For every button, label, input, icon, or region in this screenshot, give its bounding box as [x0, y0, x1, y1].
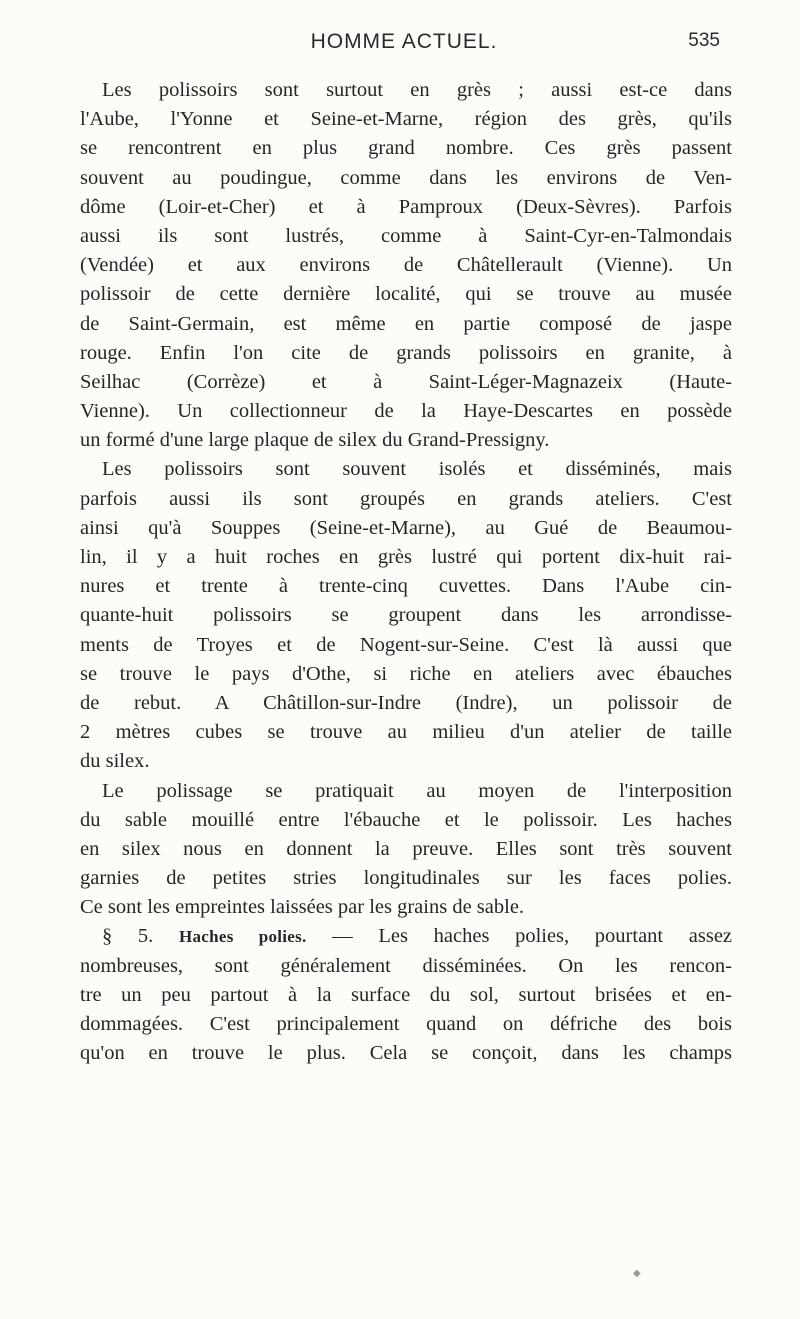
text-line: Le polissage se pratiquait au moyen de l'interposition: [102, 779, 732, 802]
text-line: Les polissoirs sont surtout en grès ; aussi est-ce dans: [102, 79, 732, 101]
text-line: en silex nous en donnent la preuve. Elles sont très souvent: [80, 837, 732, 860]
text-line: polissoir de cette dernière localité, qui se trouve au musée: [80, 283, 732, 306]
text-line: de rebut. A Châtillon-sur-Indre (Indre), un polissoir de: [80, 691, 732, 714]
text-line: souvent au poudingue, comme dans les environs de Ven-: [80, 166, 732, 189]
text-line: un formé d'une large plaque de silex du Grand-Pressigny.: [80, 429, 550, 452]
text-line: lin, il y a huit roches en grès lustré qui portent dix-huit rai-: [80, 546, 732, 568]
body-text: [80, 76, 732, 1068]
text-line: ainsi qu'à Souppes (Seine-et-Marne), au Gué de Beaumou-: [80, 516, 732, 539]
section-line: [80, 922, 732, 951]
running-title: HOMME ACTUEL.: [310, 30, 498, 53]
page-number: 535: [688, 30, 720, 51]
text-line: rouge. Enfin l'on cite de grands polissoirs en granite, à: [80, 341, 732, 364]
text-line: se trouve le pays d'Othe, si riche en ateliers avec ébauches: [80, 662, 732, 685]
section-heading: Haches polies.: [178, 927, 307, 947]
text-line: (Vendée) et aux environs de Châtellerault (Vienne). Un: [80, 254, 732, 277]
text-line: du sable mouillé entre l'ébauche et le polissoir. Les haches: [80, 808, 732, 831]
text-line: l'Aube, l'Yonne et Seine-et-Marne, région des grès, qu'ils: [80, 108, 732, 131]
text-line: aussi ils sont lustrés, comme à Saint-Cyr-en-Talmondais: [80, 224, 732, 247]
text-line: dommagées. C'est principalement quand on défriche des bois: [80, 1013, 732, 1035]
text-line: Vienne). Un collectionneur de la Haye-Descartes en possède: [80, 400, 732, 423]
text-line: — Les haches polies, pourtant assez: [332, 925, 732, 948]
page-header: [88, 30, 720, 58]
text-line: se rencontrent en plus grand nombre. Ces grès passent: [80, 137, 732, 160]
text-line: ments de Troyes et de Nogent-sur-Seine. C'est là aussi que: [80, 633, 732, 656]
text-line: nombreuses, sont généralement disséminées. On les rencon-: [80, 954, 732, 977]
text-line: nures et trente à trente-cinq cuvettes. Dans l'Aube cin-: [80, 575, 732, 598]
text-line: garnies de petites stries longitudinales sur les faces polies.: [80, 867, 732, 890]
text-line: qu'on en trouve le plus. Cela se conçoit, dans les champs: [80, 1042, 732, 1065]
text-line: dôme (Loir-et-Cher) et à Pamproux (Deux-Sèvres). Parfois: [80, 195, 732, 218]
text-line: parfois aussi ils sont groupés en grands ateliers. C'est: [80, 487, 732, 510]
print-smudge: ◆: [633, 1268, 641, 1279]
text-line: Ce sont les empreintes laissées par les grains de sable.: [80, 896, 525, 919]
text-line: tre un peu partout à la surface du sol, surtout brisées et en-: [80, 983, 732, 1006]
text-line: de Saint-Germain, est même en partie composé de jaspe: [80, 312, 732, 335]
text-line: du silex.: [80, 750, 150, 773]
text-line: Les polissoirs sont souvent isolés et disséminés, mais: [102, 458, 732, 481]
text-line: 2 mètres cubes se trouve au milieu d'un atelier de taille: [80, 721, 732, 744]
section-number: § 5.: [102, 925, 154, 948]
text-line: Seilhac (Corrèze) et à Saint-Léger-Magnazeix (Haute-: [80, 370, 732, 393]
text-line: quante-huit polissoirs se groupent dans les arrondisse-: [80, 604, 732, 627]
